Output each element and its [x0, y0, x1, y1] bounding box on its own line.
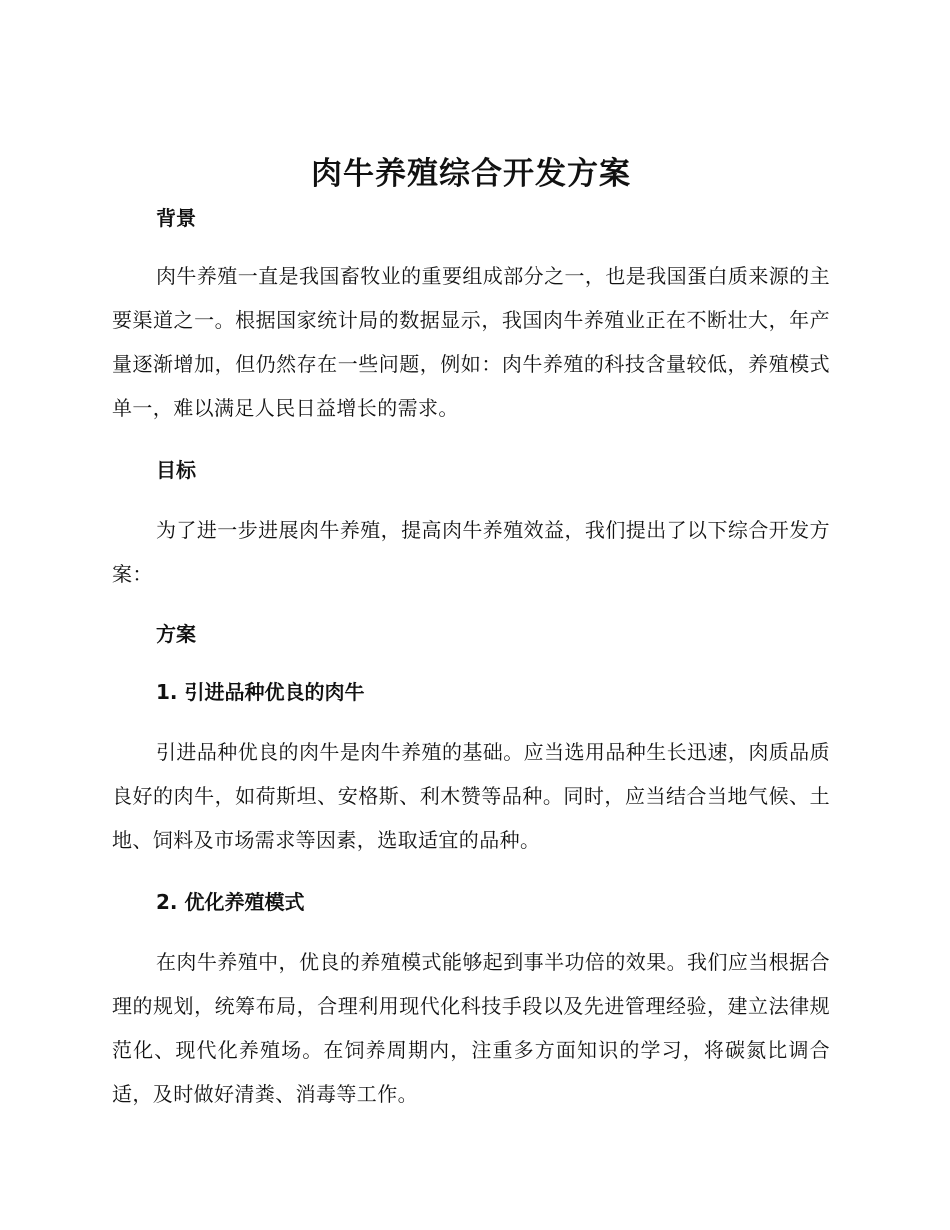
paragraph-goal: 为了进一步进展肉牛养殖，提高肉牛养殖效益，我们提出了以下综合开发方案：: [112, 518, 830, 586]
section-heading-background: 背景: [156, 206, 196, 230]
subsection-heading-1: 1. 引进品种优良的肉牛: [156, 680, 365, 704]
paragraph-subsection-2: 在肉牛养殖中，优良的养殖模式能够起到事半功倍的效果。我们应当根据合理的规划，统筹布局，合理利用现代化科技手段以及先进管理经验，建立法律规范化、现代化养殖场。在饲养周期内，注重多方面知识的学习，将碳氮比调合适，及时做好清粪、消毒等工作。: [112, 950, 830, 1106]
paragraph-background: 肉牛养殖一直是我国畜牧业的重要组成部分之一，也是我国蛋白质来源的主要渠道之一。根据国家统计局的数据显示，我国肉牛养殖业正在不断壮大，年产量逐渐增加，但仍然存在一些问题，例如：肉牛养殖的科技含量较低，养殖模式单一，难以满足人民日益增长的需求。: [112, 264, 830, 420]
document-title: 肉牛养殖综合开发方案: [311, 156, 631, 192]
section-heading-plan: 方案: [156, 622, 196, 646]
paragraph-subsection-1: 引进品种优良的肉牛是肉牛养殖的基础。应当选用品种生长迅速，肉质品质良好的肉牛，如荷斯坦、安格斯、利木赞等品种。同时，应当结合当地气候、土地、饲料及市场需求等因素，选取适宜的品种。: [112, 740, 830, 852]
document-page: [112, 148, 830, 1116]
section-heading-goal: 目标: [156, 458, 196, 482]
subsection-heading-2: 2. 优化养殖模式: [156, 890, 305, 914]
